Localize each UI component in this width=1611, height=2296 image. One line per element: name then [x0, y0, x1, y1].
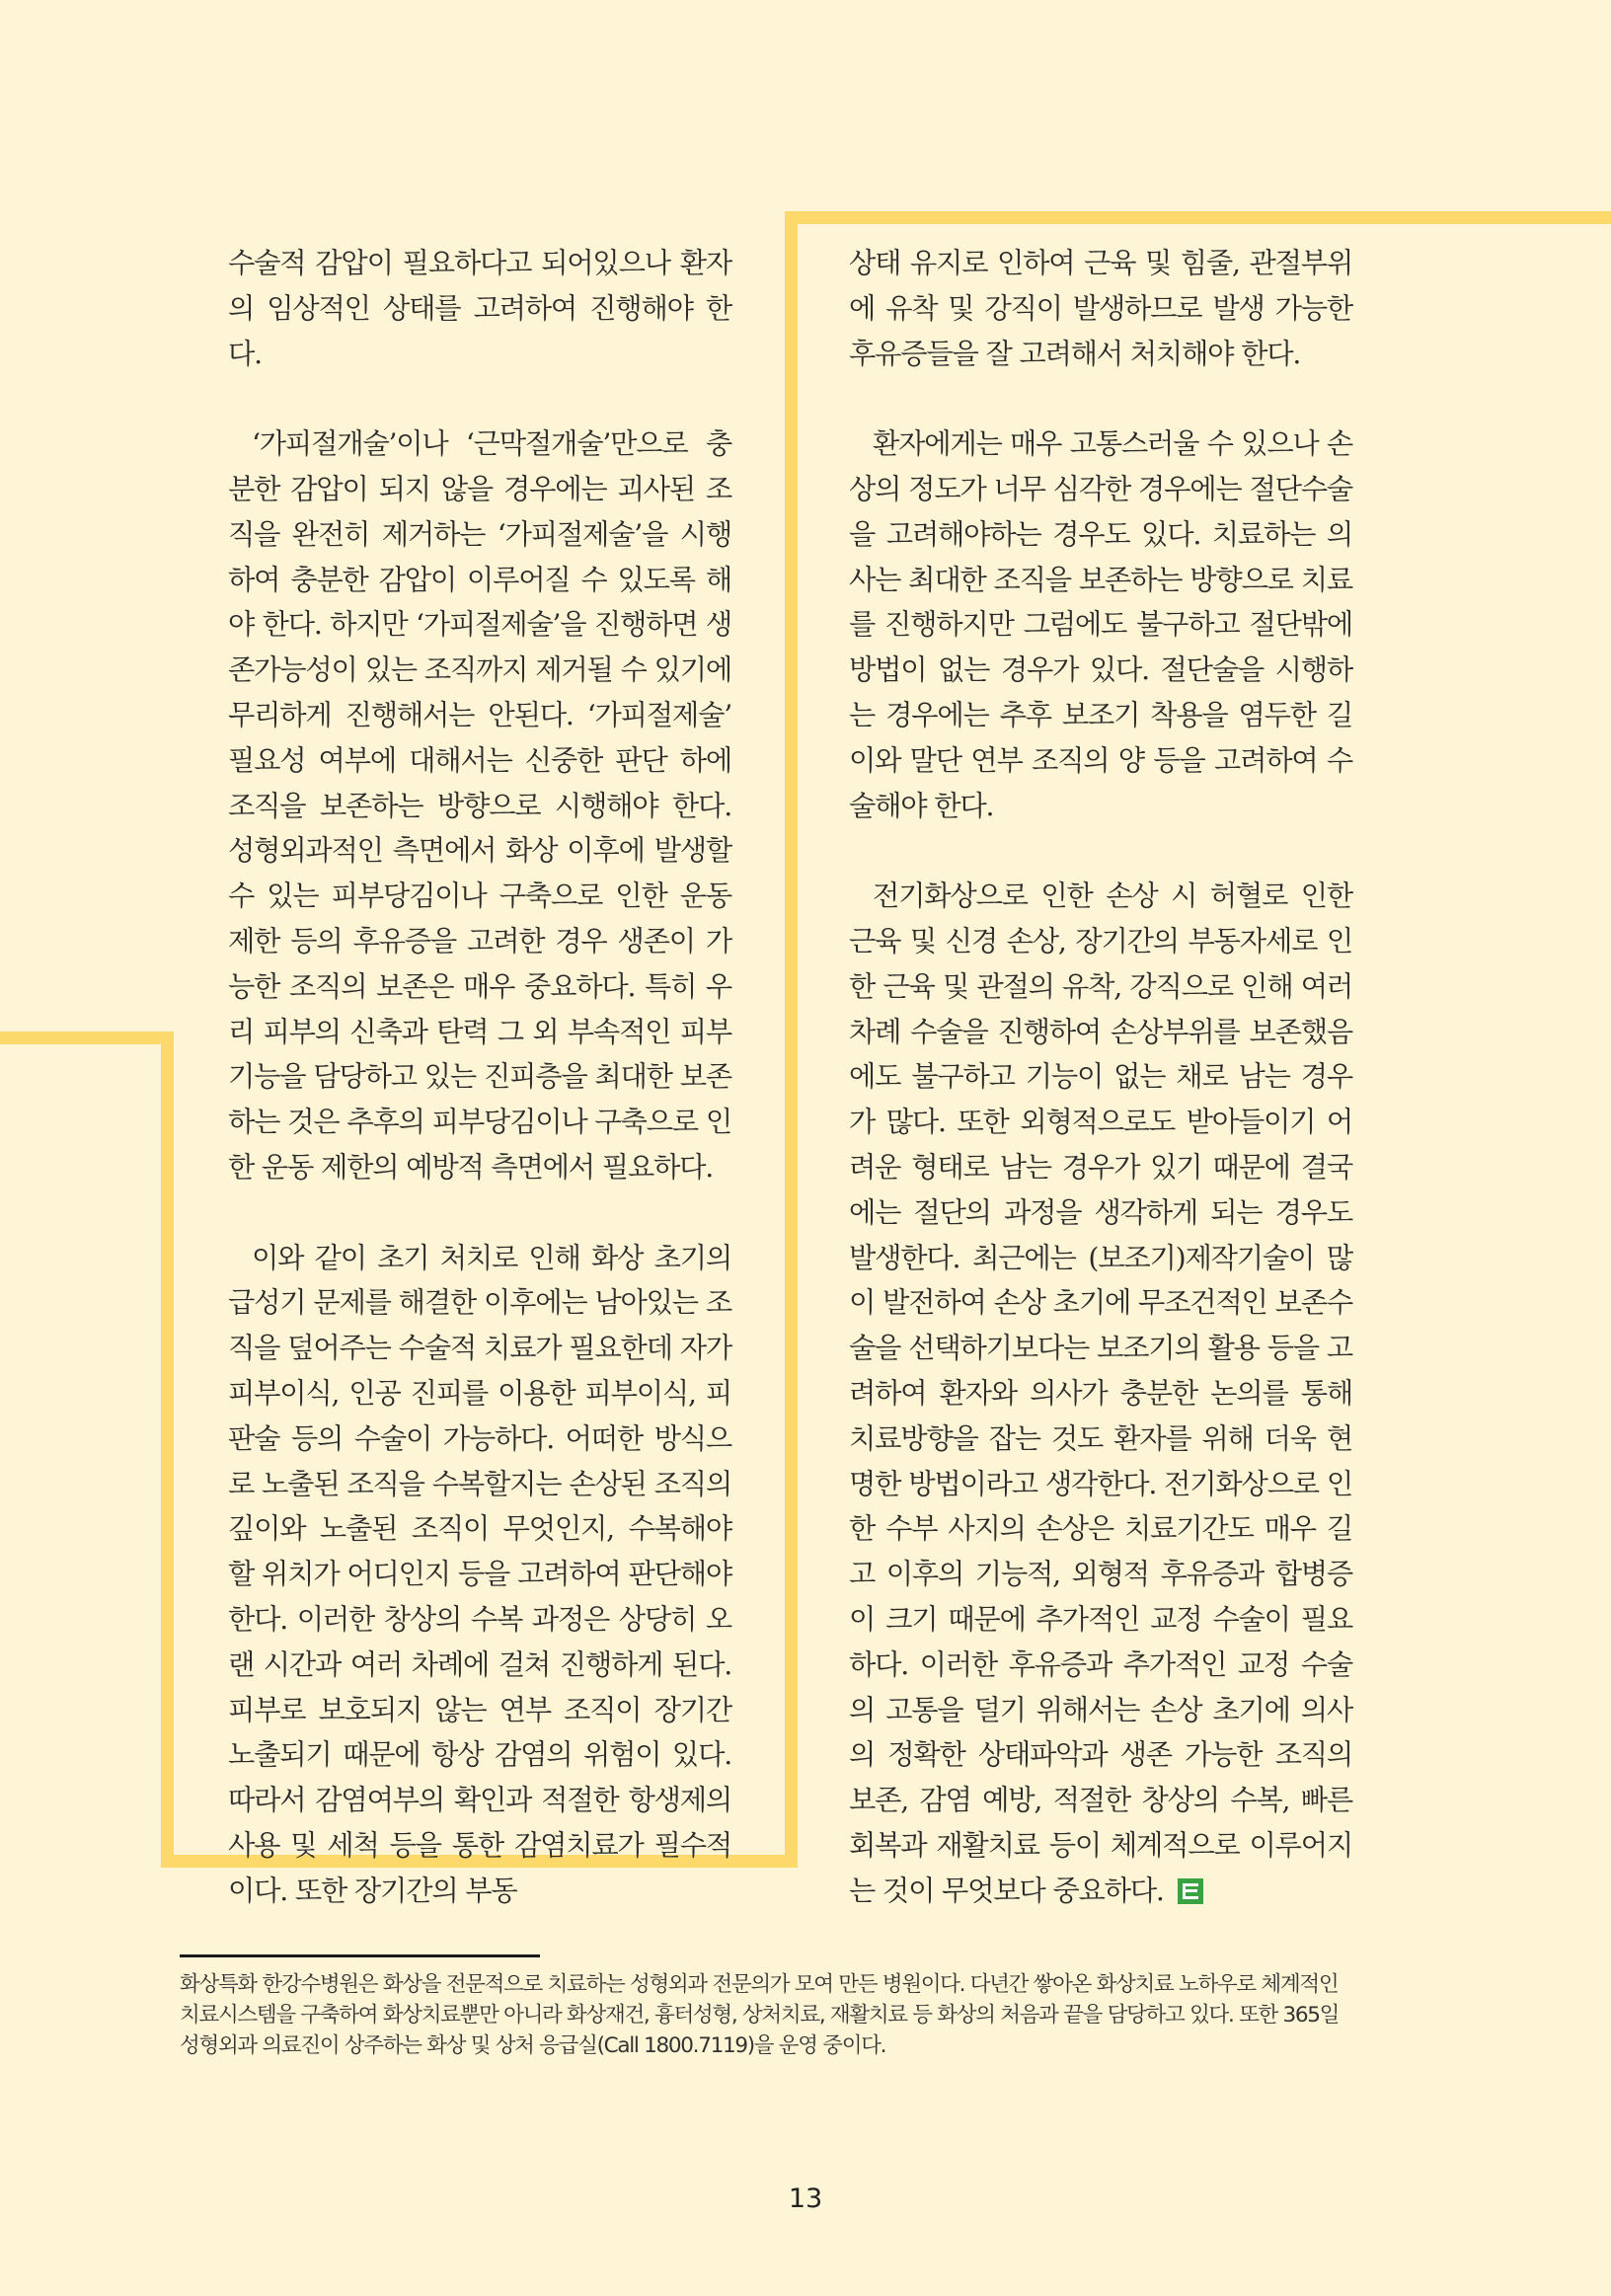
footnote-divider [180, 1954, 540, 1957]
end-of-article-icon [1178, 1878, 1203, 1904]
right-paragraph-3 [849, 874, 1352, 1913]
right-paragraph-2: 환자에게는 매우 고통스러울 수 있으나 손상의 정도가 너무 심각한 경우에는 절단수술을 고려해야하는 경우도 있다. 치료하는 의사는 최대한 조직을 보존하는 방향으로 치료를 진행하지만 그럼에도 불구하고 절단밖에 방법이 없는 경우가 있다. 절단술을 시행하는 경우에는 추후 보조기 착용을 염두한 길이와 말단 연부 조직의 양 등을 고려하여 수술해야 한다. [849, 427, 1352, 822]
left-paragraph-2: ‘가피절개술’이나 ‘근막절개술’만으로 충분한 감압이 되지 않을 경우에는 괴사된 조직을 완전히 제거하는 ‘가피절제술’을 시행하여 충분한 감압이 이루어질 수 있도록 해야 한다. 하지만 ‘가피절제술’을 진행하면 생존가능성이 있는 조직까지 제거될 수 있기에 무리하게 진행해서는 안된다. ‘가피절제술’ 필요성 여부에 대해서는 신중한 판단 하에 조직을 보존하는 방향으로 시행해야 한다. 성형외과적인 측면에서 화상 이후에 발생할 수 있는 피부당김이나 구축으로 인한 운동 제한 등의 후유증을 고려한 경우 생존이 가능한 조직의 보존은 매우 중요하다. 특히 우리 피부의 신축과 탄력 그 외 부속적인 피부 기능을 담당하고 있는 진피층을 최대한 보존하는 것은 추후의 피부당김이나 구축으로 인한 운동 제한의 예방적 측면에서 필요하다. [228, 427, 731, 1184]
frame-left-vertical [161, 1032, 174, 1868]
right-paragraph-3-text: 전기화상으로 인한 손상 시 허혈로 인한 근육 및 신경 손상, 장기간의 부동자세로 인한 근육 및 관절의 유착, 강직으로 인해 여러 차례 수술을 진행하여 손상부위를 보존했음에도 불구하고 기능이 없는 채로 남는 경우가 많다. 또한 외형적으로도 받아들이기 어려운 형태로 남는 경우가 있기 때문에 결국에는 절단의 과정을 생각하게 되는 경우도 발생한다. 최근에는 (보조기)제작기술이 많이 발전하여 손상 초기에 무조건적인 보존수술을 선택하기보다는 보조기의 활용 등을 고려하여 환자와 의사가 충분한 논의를 통해 치료방향을 잡는 것도 환자를 위해 더욱 현명한 방법이라고 생각한다. 전기화상으로 인한 수부 사지의 손상은 치료기간도 매우 길고 이후의 기능적, 외형적 후유증과 합병증이 크기 때문에 추가적인 교정 수술이 필요하다. 이러한 후유증과 추가적인 교정 수술의 고통을 덜기 위해서는 손상 초기에 의사의 정확한 상태파악과 생존 가능한 조직의 보존, 감염 예방, 적절한 창상의 수복, 빠른 회복과 재활치료 등이 체계적으로 이루어지는 것이 무엇보다 중요하다. [849, 880, 1352, 1907]
left-column [228, 241, 731, 1913]
frame-left-top [0, 1032, 174, 1044]
footnote: 화상특화 한강수병원은 화상을 전문적으로 치료하는 성형외과 전문의가 모여 만든 병원이다. 다년간 쌓아온 화상치료 노하우로 체계적인 치료시스템을 구축하여 화상치료뿐만 아니라 화상재건, 흉터성형, 상처치료, 재활치료 등 화상의 처음과 끝을 담당하고 있다. 또한 365일 성형외과 의료진이 상주하는 화상 및 상처 응급실(Call 1800.7119)을 운영 중이다. [180, 1972, 1340, 2058]
left-paragraph-3: 이와 같이 초기 처치로 인해 화상 초기의 급성기 문제를 해결한 이후에는 남아있는 조직을 덮어주는 수술적 치료가 필요한데 자가 피부이식, 인공 진피를 이용한 피부이식, 피판술 등의 수술이 가능하다. 어떠한 방식으로 노출된 조직을 수복할지는 손상된 조직의 깊이와 노출된 조직이 무엇인지, 수복해야 할 위치가 어디인지 등을 고려하여 판단해야 한다. 이러한 창상의 수복 과정은 상당히 오랜 시간과 여러 차례에 걸쳐 진행하게 된다. 피부로 보호되지 않는 연부 조직이 장기간 노출되기 때문에 항상 감염의 위험이 있다. 따라서 감염여부의 확인과 적절한 항생제의 사용 및 세척 등을 통한 감염치료가 필수적이다. 또한 장기간의 부동 [228, 1241, 731, 1907]
frame-right-top [785, 211, 1611, 224]
frame-center-vertical [785, 211, 798, 1868]
page-number: 13 [788, 2183, 823, 2214]
left-paragraph-1: 수술적 감압이 필요하다고 되어있으나 환자의 임상적인 상태를 고려하여 진행해야 한다. [228, 247, 731, 370]
right-column [849, 241, 1352, 1913]
right-paragraph-1: 상태 유지로 인하여 근육 및 힘줄, 관절부위에 유착 및 강직이 발생하므로 발생 가능한 후유증들을 잘 고려해서 처치해야 한다. [849, 247, 1352, 370]
